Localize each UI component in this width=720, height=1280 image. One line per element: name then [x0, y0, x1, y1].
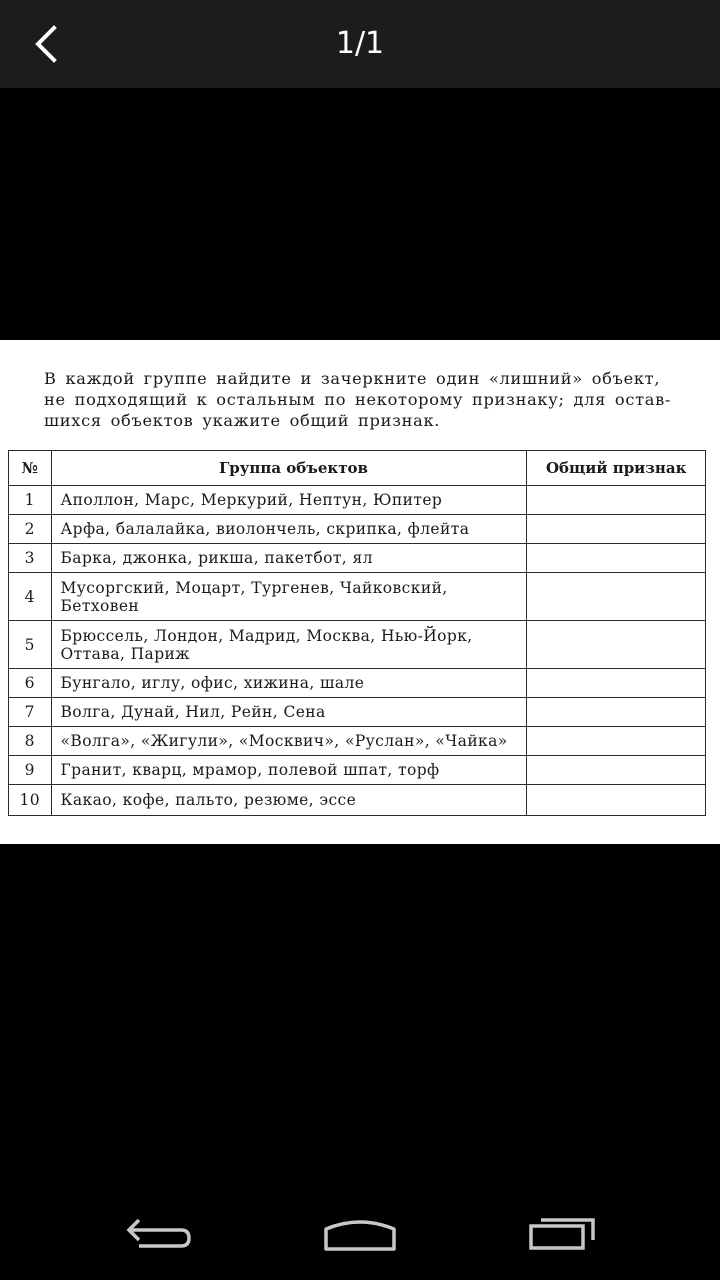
system-navigation-bar — [0, 1190, 720, 1280]
nav-back-icon — [125, 1212, 195, 1252]
row-number: 2 — [9, 515, 52, 544]
instructions-text — [44, 368, 708, 431]
row-feature — [527, 544, 706, 573]
row-number: 3 — [9, 544, 52, 573]
row-number: 5 — [9, 621, 52, 669]
image-viewer[interactable] — [0, 88, 720, 1190]
table-row — [9, 573, 706, 621]
header-num: № — [9, 451, 52, 486]
nav-recents-button[interactable] — [518, 1204, 608, 1260]
row-feature — [527, 515, 706, 544]
header-group: Группа объектов — [51, 451, 527, 486]
table-row — [9, 785, 706, 816]
row-number: 1 — [9, 486, 52, 515]
back-button[interactable] — [18, 18, 74, 70]
instructions-line: не подходящий к остальным по некоторому признаку; для остав- — [44, 390, 672, 409]
table-header-row — [9, 451, 706, 486]
nav-back-button[interactable] — [115, 1204, 205, 1260]
chevron-left-icon — [32, 24, 60, 64]
row-feature — [527, 698, 706, 727]
nav-home-button[interactable] — [315, 1204, 405, 1260]
table-row — [9, 515, 706, 544]
row-number: 9 — [9, 756, 52, 785]
row-group: Арфа, балалайка, виолончель, скрипка, флейта — [51, 515, 527, 544]
row-feature — [527, 785, 706, 816]
row-feature — [527, 756, 706, 785]
instructions-line: В каждой группе найдите и зачеркните один «лишний» объект, — [44, 369, 661, 388]
row-group: Барка, джонка, рикша, пакетбот, ял — [51, 544, 527, 573]
document-page — [0, 340, 720, 844]
table-row — [9, 621, 706, 669]
header-feature: Общий признак — [527, 451, 706, 486]
row-number: 8 — [9, 727, 52, 756]
row-feature — [527, 573, 706, 621]
row-number: 7 — [9, 698, 52, 727]
objects-table — [8, 450, 706, 816]
row-group: Какао, кофе, пальто, резюме, эссе — [51, 785, 527, 816]
row-number: 10 — [9, 785, 52, 816]
table-row — [9, 486, 706, 515]
row-group: Аполлон, Марс, Меркурий, Нептун, Юпитер — [51, 486, 527, 515]
row-group: Волга, Дунай, Нил, Рейн, Сена — [51, 698, 527, 727]
row-group: Мусоргский, Моцарт, Тургенев, Чайковский, Бетховен — [51, 573, 527, 621]
row-feature — [527, 669, 706, 698]
row-feature — [527, 727, 706, 756]
table-row — [9, 727, 706, 756]
table-row — [9, 669, 706, 698]
row-feature — [527, 621, 706, 669]
row-group: «Волга», «Жигули», «Москвич», «Руслан», «Чайка» — [51, 727, 527, 756]
row-number: 6 — [9, 669, 52, 698]
table-row — [9, 698, 706, 727]
nav-home-icon — [322, 1211, 398, 1253]
row-feature — [527, 486, 706, 515]
row-group: Гранит, кварц, мрамор, полевой шпат, торф — [51, 756, 527, 785]
row-group: Брюссель, Лондон, Мадрид, Москва, Нью-Йорк, Оттава, Париж — [51, 621, 527, 669]
top-app-bar — [0, 0, 720, 88]
instructions-line: шихся объектов укажите общий признак. — [44, 411, 441, 430]
table-row — [9, 756, 706, 785]
row-group: Бунгало, иглу, офис, хижина, шале — [51, 669, 527, 698]
table-row — [9, 544, 706, 573]
row-number: 4 — [9, 573, 52, 621]
nav-recents-icon — [527, 1212, 599, 1252]
page-counter: 1/1 — [335, 26, 385, 61]
